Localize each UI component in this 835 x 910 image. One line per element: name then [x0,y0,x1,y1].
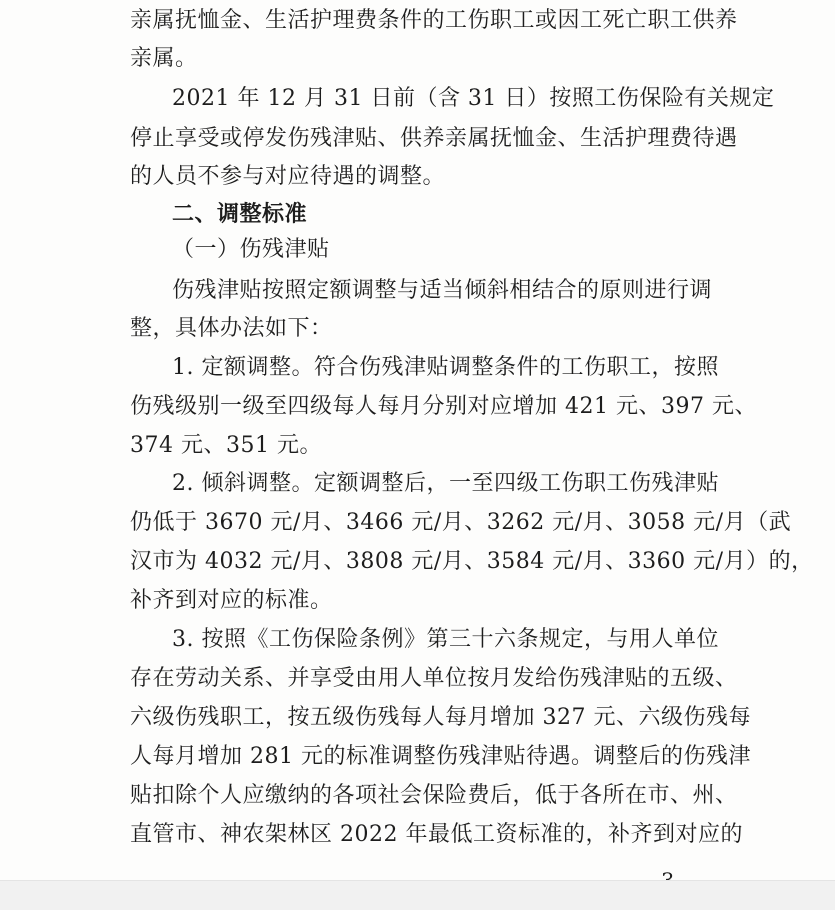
text-line: 直管市、神农架林区 2022 年最低工资标准的，补齐到对应的 [130,822,743,847]
section-heading: 二、调整标准 [172,201,308,227]
text-line: 374 元、351 元。 [130,433,322,458]
text-line: 贴扣除个人应缴纳的各项社会保险费后，低于各所在市、州、 [130,783,738,808]
text-line: 3. 按照《工伤保险条例》第三十六条规定，与用人单位 [172,627,719,652]
text-line: 2. 倾斜调整。定额调整后，一至四级工伤职工伤残津贴 [172,471,719,496]
text-line: 亲属抚恤金、生活护理费条件的工伤职工或因工死亡职工供养 [130,8,738,33]
text-line: 人每月增加 281 元的标准调整伤残津贴待遇。调整后的伤残津 [130,744,751,769]
text-line: 2021 年 12 月 31 日前（含 31 日）按照工伤保险有关规定 [172,86,775,111]
page-edge [0,880,835,910]
text-line: 整，具体办法如下： [130,316,333,341]
text-line: 伤残级别一级至四级每人每月分别对应增加 421 元、397 元、 [130,394,757,419]
text-line: 的人员不参与对应待遇的调整。 [130,164,446,189]
text-line: 亲属。 [130,46,198,71]
text-line: 存在劳动关系、并享受由用人单位按月发给伤残津贴的五级、 [130,666,738,691]
text-line: 汉市为 4032 元/月、3808 元/月、3584 元/月、3360 元/月）的， [130,549,814,574]
text-line: 补齐到对应的标准。 [130,588,333,613]
subsection-heading: （一）伤残津贴 [172,237,330,262]
text-line: 六级伤残职工，按五级伤残每人每月增加 327 元、六级伤残每 [130,705,751,730]
text-line: 停止享受或停发伤残津贴、供养亲属抚恤金、生活护理费待遇 [130,126,738,151]
text-line: 伤残津贴按照定额调整与适当倾斜相结合的原则进行调 [172,278,713,303]
text-line: 仍低于 3670 元/月、3466 元/月、3262 元/月、3058 元/月（武 [130,510,792,535]
text-line: 1. 定额调整。符合伤残津贴调整条件的工伤职工，按照 [172,355,719,380]
